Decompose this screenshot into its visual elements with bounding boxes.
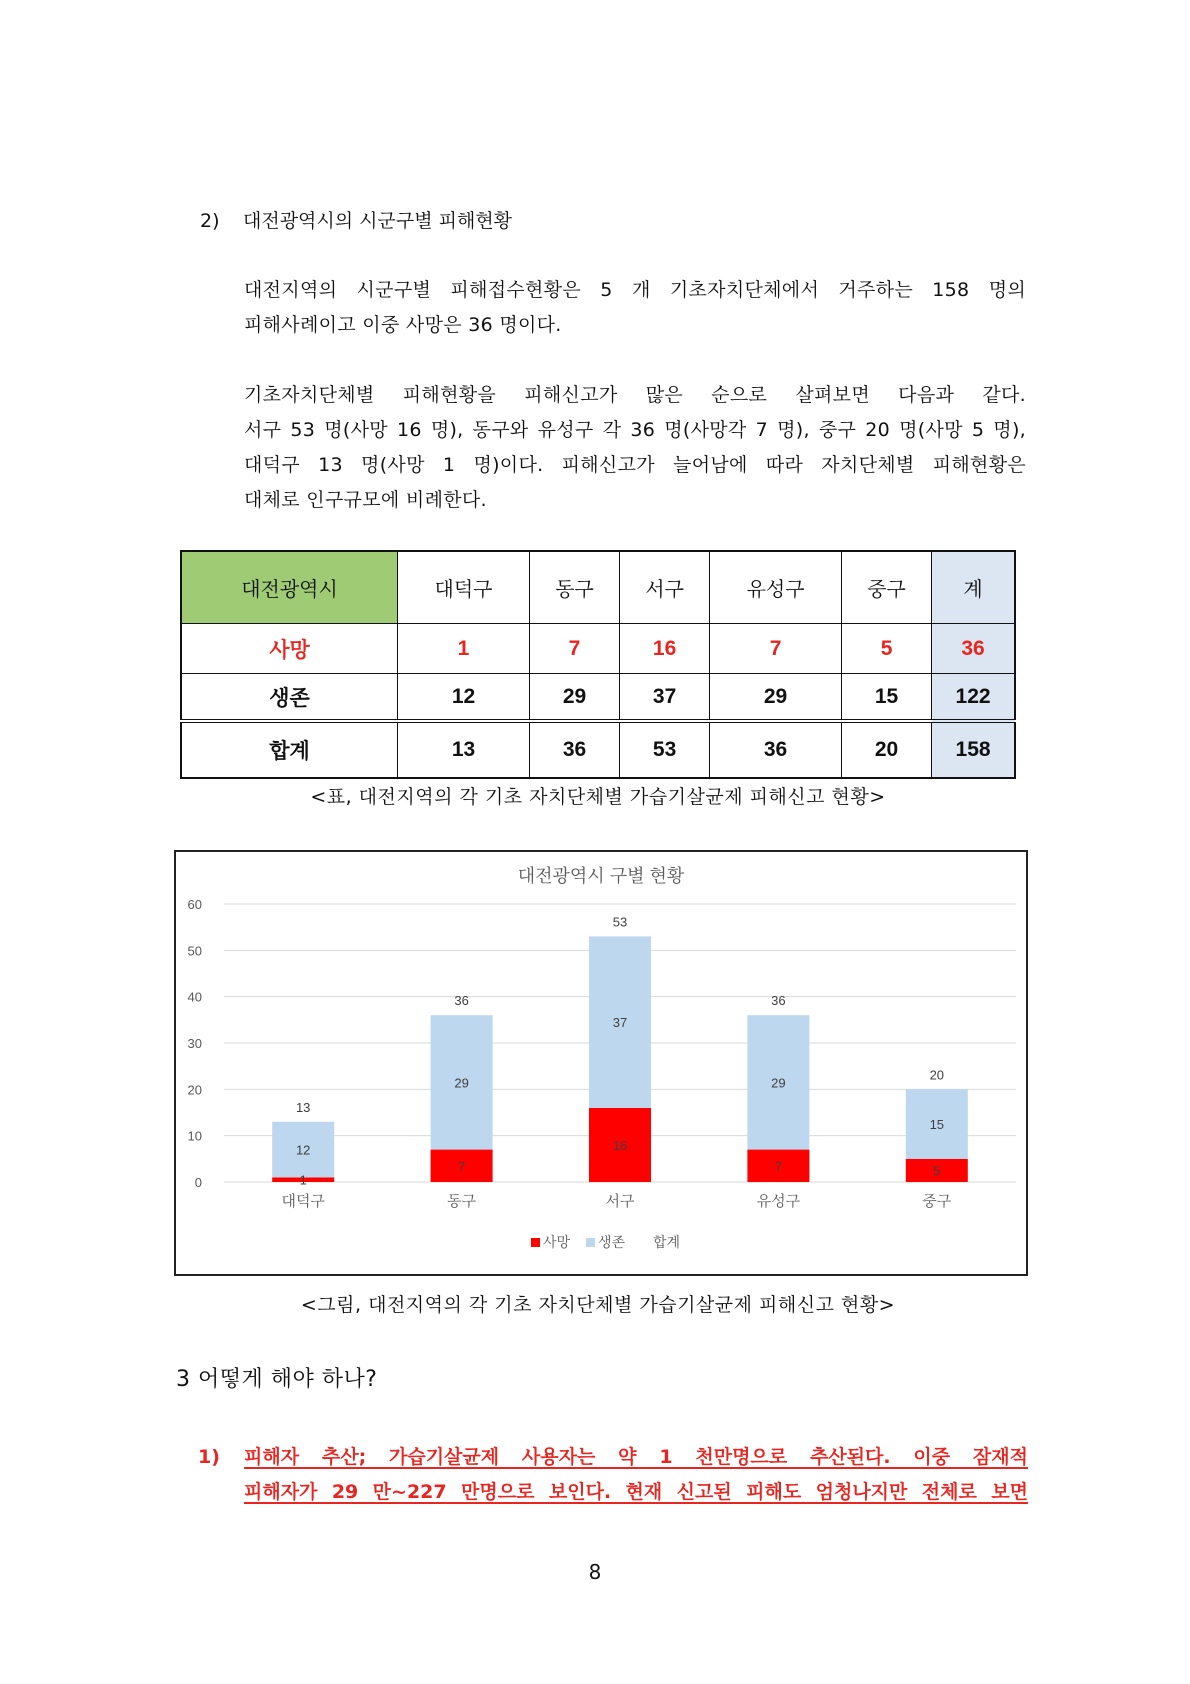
y-tick-label: 10 bbox=[187, 1128, 202, 1144]
table-cell: 29 bbox=[710, 674, 842, 722]
data-label-total: 36 bbox=[771, 993, 786, 1009]
section-2-title: 대전광역시의 시군구별 피해현황 bbox=[243, 210, 513, 232]
table-cell: 5 bbox=[842, 624, 932, 674]
paragraph-2-line-3: 대덕구 13 명(사망 1 명)이다. 피해신고가 늘어남에 따라 자치단체별 피해현황은 bbox=[244, 454, 1026, 476]
data-label-survive: 29 bbox=[454, 1075, 469, 1091]
paragraph-2 bbox=[244, 378, 1026, 518]
paragraph-1-line-1: 대전지역의 시군구별 피해접수현황은 5 개 기초자치단체에서 거주하는 158 명의 bbox=[244, 279, 1026, 301]
x-tick-label: 동구 bbox=[447, 1193, 477, 1210]
red-paragraph-line-2: 피해자가 29 만~227 만명으로 보인다. 현재 신고된 피해도 엄청나지만 전체로 보면 bbox=[244, 1481, 1028, 1503]
data-label-death: 5 bbox=[933, 1163, 941, 1179]
data-label-survive: 12 bbox=[295, 1142, 311, 1158]
chart-title: 대전광역시 구별 현황 bbox=[517, 866, 685, 886]
page-number: 8 bbox=[588, 1560, 602, 1584]
table-cell: 158 bbox=[932, 721, 1015, 778]
table-cell: 36 bbox=[529, 721, 619, 778]
table-cell: 36 bbox=[932, 624, 1015, 674]
table-row-label: 합계 bbox=[181, 721, 398, 778]
legend-label-total: 합계 bbox=[653, 1234, 681, 1250]
table-row bbox=[181, 624, 1015, 674]
x-tick-label: 서구 bbox=[605, 1193, 635, 1210]
red-paragraph-number: 1) bbox=[198, 1446, 220, 1468]
y-tick-label: 0 bbox=[194, 1175, 202, 1190]
y-tick-label: 20 bbox=[187, 1082, 202, 1098]
red-paragraph bbox=[198, 1440, 1028, 1510]
table-header-cell: 중구 bbox=[842, 551, 932, 624]
data-label-death: 1 bbox=[299, 1172, 307, 1188]
table-cell: 16 bbox=[620, 624, 710, 674]
data-label-death: 16 bbox=[612, 1137, 628, 1153]
table-header-cell: 대덕구 bbox=[398, 551, 530, 624]
chart-frame bbox=[174, 850, 1028, 1276]
table-cell: 29 bbox=[529, 674, 619, 722]
data-label-survive: 37 bbox=[612, 1015, 628, 1031]
legend-label-survive: 생존 bbox=[598, 1234, 626, 1250]
table-row bbox=[181, 721, 1015, 778]
data-label-total: 36 bbox=[454, 993, 469, 1009]
section-3-heading: 3 어떻게 해야 하나? bbox=[176, 1367, 378, 1392]
table-cell: 13 bbox=[398, 721, 530, 778]
legend-swatch-survive bbox=[586, 1238, 595, 1247]
damage-table bbox=[180, 550, 1016, 779]
data-label-total: 20 bbox=[929, 1067, 945, 1083]
stacked-bar-chart bbox=[176, 852, 1026, 1274]
table-row bbox=[181, 674, 1015, 722]
red-paragraph-line-1-row bbox=[198, 1440, 1028, 1475]
paragraph-2-line-4: 대체로 인구규모에 비례한다. bbox=[244, 489, 487, 511]
table-header-cell: 계 bbox=[932, 551, 1015, 624]
chart-caption: <그림, 대전지역의 각 기초 자치단체별 가습기살균제 피해신고 현황> bbox=[300, 1294, 896, 1316]
red-paragraph-line-2-row bbox=[198, 1475, 1028, 1510]
paragraph-1 bbox=[244, 273, 1026, 343]
data-label-total: 13 bbox=[295, 1099, 311, 1115]
data-label-death: 7 bbox=[774, 1158, 783, 1174]
table-row-label: 생존 bbox=[181, 674, 398, 722]
data-label-survive: 29 bbox=[771, 1075, 786, 1091]
y-tick-label: 40 bbox=[187, 989, 202, 1005]
table-header-cell: 서구 bbox=[620, 551, 710, 624]
paragraph-1-line-2: 피해사례이고 이중 사망은 36 명이다. bbox=[244, 314, 562, 336]
paragraph-2-line-2: 서구 53 명(사망 16 명), 동구와 유성구 각 36 명(사망각 7 명), 중구 20 명(사망 5 명), bbox=[244, 419, 1026, 441]
red-paragraph-line-1: 피해자 추산; 가습기살균제 사용자는 약 1 천만명으로 추산된다. 이중 잠재적 bbox=[244, 1446, 1028, 1468]
y-tick-label: 50 bbox=[187, 943, 202, 959]
y-tick-label: 30 bbox=[187, 1036, 202, 1051]
table-header-row bbox=[181, 551, 1015, 624]
x-tick-label: 유성구 bbox=[756, 1193, 801, 1210]
table-header-cell: 유성구 bbox=[710, 551, 842, 624]
table-cell: 122 bbox=[932, 674, 1015, 722]
table-cell: 15 bbox=[842, 674, 932, 722]
table-caption: <표, 대전지역의 각 기초 자치단체별 가습기살균제 피해신고 현황> bbox=[310, 786, 886, 808]
table-cell: 20 bbox=[842, 721, 932, 778]
table-row-label: 사망 bbox=[181, 624, 398, 674]
table-header-cell: 대전광역시 bbox=[181, 551, 398, 624]
table-cell: 37 bbox=[620, 674, 710, 722]
x-tick-label: 대덕구 bbox=[281, 1193, 325, 1210]
section-2-number: 2) bbox=[200, 210, 220, 232]
data-label-total: 53 bbox=[612, 914, 628, 930]
table-cell: 7 bbox=[529, 624, 619, 674]
legend-swatch-death bbox=[531, 1238, 540, 1247]
table-header-cell: 동구 bbox=[529, 551, 619, 624]
table-cell: 36 bbox=[710, 721, 842, 778]
y-tick-label: 60 bbox=[187, 897, 202, 912]
table-cell: 1 bbox=[398, 624, 530, 674]
data-label-survive: 15 bbox=[929, 1117, 945, 1133]
section-2-heading bbox=[200, 206, 512, 233]
x-tick-label: 중구 bbox=[922, 1193, 952, 1210]
table-cell: 53 bbox=[620, 721, 710, 778]
table-cell: 7 bbox=[710, 624, 842, 674]
data-label-death: 7 bbox=[457, 1158, 466, 1174]
legend-label-death: 사망 bbox=[543, 1234, 571, 1250]
red-paragraph-indent bbox=[198, 1475, 244, 1510]
paragraph-2-line-1: 기초자치단체별 피해현황을 피해신고가 많은 순으로 살펴보면 다음과 같다. bbox=[244, 384, 1026, 406]
table-cell: 12 bbox=[398, 674, 530, 722]
